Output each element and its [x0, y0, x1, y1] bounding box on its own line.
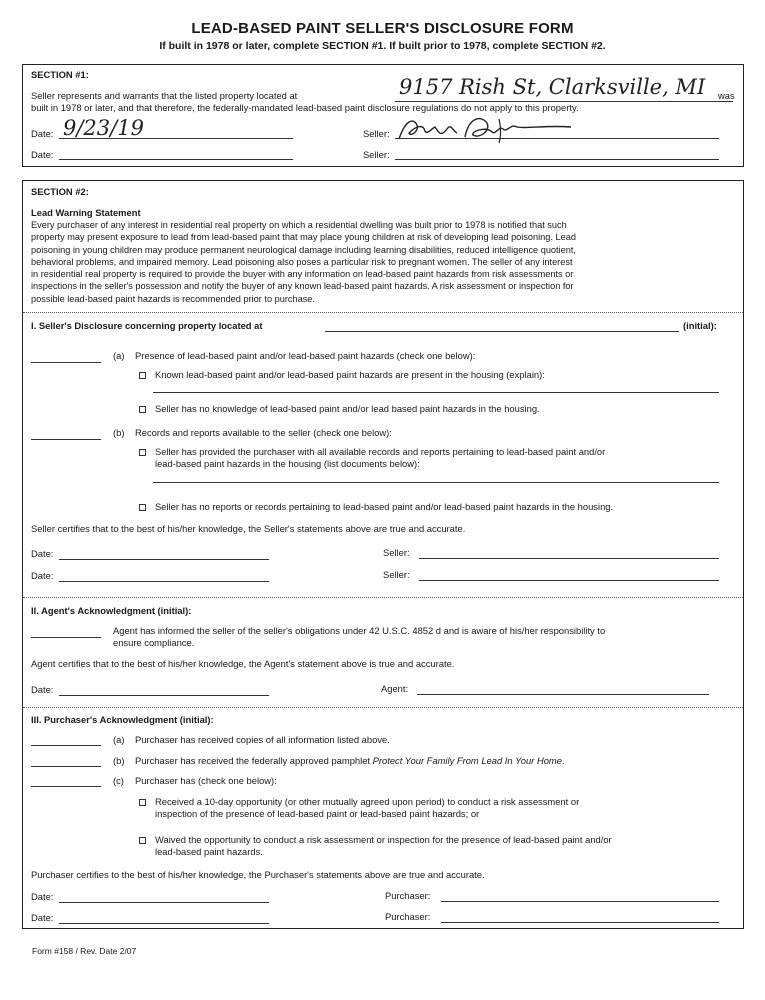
part-3b-label: (b) [113, 755, 125, 766]
part-1b-no-reports-text: Seller has no reports or records pertaining to lead-based paint and/or lead-based paint hazards in the housing. [155, 501, 614, 512]
section-1-seller2-line[interactable] [395, 159, 719, 160]
section-1-date-handwritten: 9/23/19 [63, 116, 144, 140]
part-3c-waived-text-1: Waived the opportunity to conduct a risk assessment or inspection for the presence of lead-based paint and/or [155, 834, 612, 845]
part-3-purchaser-label: Purchaser: [385, 890, 431, 901]
part-3c-initial-line[interactable] [31, 786, 101, 787]
part-1-seller-line[interactable] [419, 558, 719, 559]
section-1-seller-label: Seller: [363, 128, 390, 139]
part-3-purchaser-line[interactable] [441, 901, 719, 902]
divider [23, 312, 743, 313]
part-2-text-1: Agent has informed the seller of the seller's obligations under 42 U.S.C. 4852 d and is aware of his/her responsibility to [113, 625, 606, 636]
section-2-heading: SECTION #2: [31, 186, 89, 197]
part-3c-received-checkbox[interactable] [139, 799, 146, 806]
part-1b-no-reports-checkbox[interactable] [139, 504, 146, 511]
part-3b-initial-line[interactable] [31, 766, 101, 767]
part-1-property-line[interactable] [325, 331, 679, 332]
form-number: Form #158 / Rev. Date 2/07 [32, 946, 137, 956]
part-1a-known-checkbox[interactable] [139, 372, 146, 379]
part-1b-provided-text-1: Seller has provided the purchaser with all available records and reports pertaining to lead-based paint and/or [155, 446, 606, 457]
part-3a-text: Purchaser has received copies of all information listed above. [135, 734, 390, 745]
section-1-line1: Seller represents and warrants that the listed property located at [31, 90, 298, 101]
part-3b-text: Purchaser has received the federally approved pamphlet Protect Your Family From Lead In Your Home. [135, 755, 565, 766]
part-3c-received-text-2: inspection of the presence of lead-based paint or lead-based paint hazards; or [155, 808, 480, 819]
section-1-seller2-label: Seller: [363, 149, 390, 160]
part-1-initial-label: (initial): [683, 320, 717, 331]
part-3-certify: Purchaser certifies to the best of his/her knowledge, the Purchaser's statements above are true and accurate. [31, 869, 485, 880]
section-1-heading: SECTION #1: [31, 69, 89, 80]
part-3-heading: III. Purchaser's Acknowledgment (initial): [31, 714, 214, 725]
part-1a-text: Presence of lead-based paint and/or lead-based paint hazards (check one below): [135, 350, 476, 361]
part-1-seller-label: Seller: [383, 547, 410, 558]
section-1-date2-label: Date: [31, 149, 54, 160]
section-1-date2-line[interactable] [59, 159, 293, 160]
part-3a-label: (a) [113, 734, 125, 745]
part-1-date2-label: Date: [31, 570, 54, 581]
part-1-seller2-label: Seller: [383, 569, 410, 580]
part-3a-initial-line[interactable] [31, 745, 101, 746]
part-1-date2-line[interactable] [59, 581, 269, 582]
part-3-purchaser2-line[interactable] [441, 922, 719, 923]
divider [23, 597, 743, 598]
part-1-certify: Seller certifies that to the best of his/her knowledge, the Seller's statements above are true and accurate. [31, 523, 466, 534]
form-subtitle: If built in 1978 or later, complete SECTION #1. If built prior to 1978, complete SECTION #2. [159, 40, 606, 52]
part-2-agent-line[interactable] [417, 694, 709, 695]
part-1b-label: (b) [113, 427, 125, 438]
section-2-box [22, 180, 744, 929]
part-1a-initial-line[interactable] [31, 362, 101, 363]
part-2-heading: II. Agent's Acknowledgment (initial): [31, 605, 192, 616]
part-2-agent-label: Agent: [381, 683, 409, 694]
part-1a-no-knowledge-text: Seller has no knowledge of lead-based paint and/or lead based paint hazards in the housing. [155, 403, 540, 414]
seller-signature [395, 111, 575, 145]
part-3c-label: (c) [113, 775, 124, 786]
part-2-date-label: Date: [31, 684, 54, 695]
part-1-date-line[interactable] [59, 559, 269, 560]
part-3-date-line[interactable] [59, 902, 269, 903]
part-3c-waived-checkbox[interactable] [139, 837, 146, 844]
lead-warning-title: Lead Warning Statement [31, 207, 141, 218]
part-1b-initial-line[interactable] [31, 439, 101, 440]
section-1-line2: built in 1978 or later, and that therefore, the federally-mandated lead-based paint disclosure regulations do not apply to this property. [31, 102, 579, 113]
section-1-box [22, 64, 744, 167]
part-1a-label: (a) [113, 350, 125, 361]
section-1-was: was [718, 90, 735, 101]
part-1-seller2-line[interactable] [419, 580, 719, 581]
part-3-date-label: Date: [31, 891, 54, 902]
part-3-date2-line[interactable] [59, 923, 269, 924]
part-1b-documents-line[interactable] [153, 482, 719, 483]
part-1-heading: I. Seller's Disclosure concerning property located at [31, 320, 263, 331]
lead-warning-statement: Every purchaser of any interest in residential real property on which a residential dwelling was built prior to 1978 is notified that such property may present exposure to lead from lead-based paint that may place young children at risk of developing lead poisoning. Lead poisoning in young children may produce permanent neurological damage including learning disabilities, reduced intelligence quotient, behavioral problems, and impaired memory. Lead poisoning also poses a particular risk to pregnant women. The seller of any interest in residential real property is required to provide the buyer with any information on lead-based paint hazards from risk assessments or inspections in the seller's possession and notify the buyer of any known lead-based paint hazards. A risk assessment or inspection for possible lead-based paint hazards is recommended prior to purchase. [31, 220, 576, 304]
part-3-date2-label: Date: [31, 912, 54, 923]
part-3c-received-text-1: Received a 10-day opportunity (or other mutually agreed upon period) to conduct a risk assessment or [155, 796, 580, 807]
part-2-date-line[interactable] [59, 695, 269, 696]
divider [23, 707, 743, 708]
part-1b-provided-checkbox[interactable] [139, 449, 146, 456]
part-2-text-2: ensure compliance. [113, 637, 195, 648]
part-3c-text: Purchaser has (check one below): [135, 775, 277, 786]
part-1a-explain-line[interactable] [153, 392, 719, 393]
part-1b-text: Records and reports available to the seller (check one below): [135, 427, 392, 438]
part-2-initial-line[interactable] [31, 637, 101, 638]
form-title: LEAD-BASED PAINT SELLER'S DISCLOSURE FORM [191, 20, 574, 37]
part-1a-known-text: Known lead-based paint and/or lead-based paint hazards are present in the housing (explain): [155, 369, 545, 380]
part-3-purchaser2-label: Purchaser: [385, 911, 431, 922]
part-3c-waived-text-2: lead-based paint hazards. [155, 846, 263, 857]
section-1-date-label: Date: [31, 128, 54, 139]
part-1b-provided-text-2: lead-based paint hazards in the housing (list documents below): [155, 458, 420, 469]
part-1a-no-knowledge-checkbox[interactable] [139, 406, 146, 413]
property-address-handwritten: 9157 Rish St, Clarksville, MI [399, 75, 706, 99]
part-1-date-label: Date: [31, 548, 54, 559]
part-2-certify: Agent certifies that to the best of his/her knowledge, the Agent's statement above is true and accurate. [31, 658, 455, 669]
